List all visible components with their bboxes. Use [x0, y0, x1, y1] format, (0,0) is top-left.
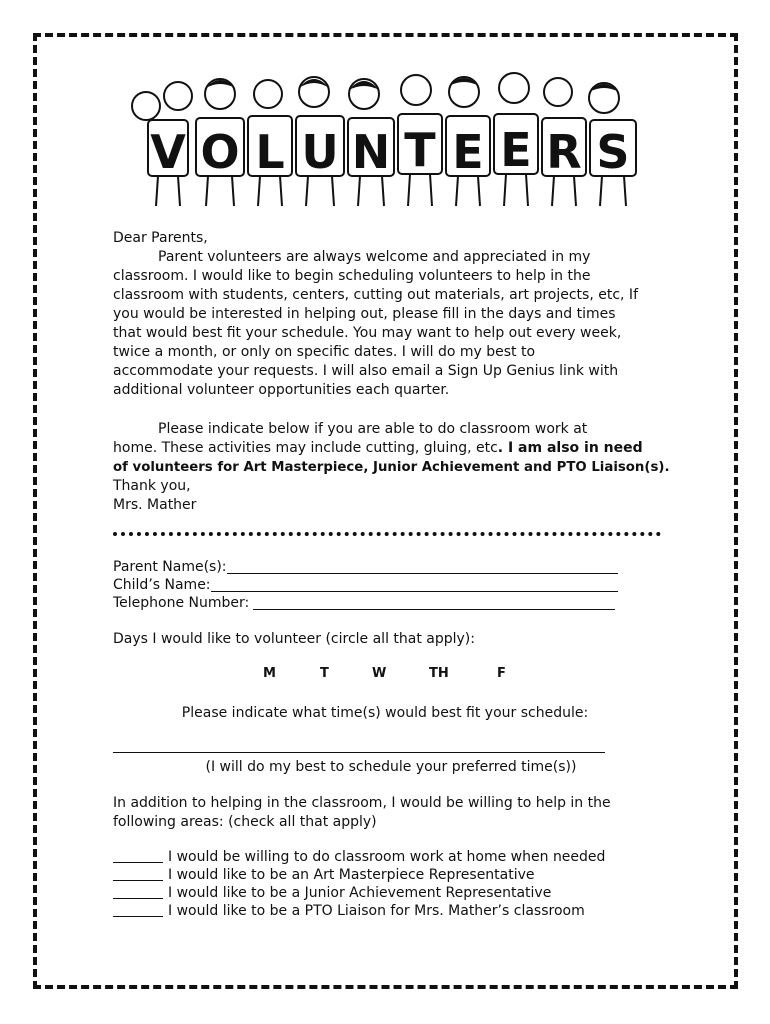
svg-text:E: E	[452, 125, 484, 179]
svg-text:U: U	[301, 125, 339, 179]
time-note: (I will do my best to schedule your preferred time(s))	[205, 759, 577, 775]
option-blank[interactable]	[113, 916, 163, 917]
day-monday[interactable]: M	[263, 666, 276, 681]
parent-name-field	[113, 558, 227, 576]
intro-line: that would best fit your schedule. You may want to help out every week,	[113, 325, 622, 341]
day-tuesday[interactable]: T	[320, 666, 329, 681]
option-pto-liaison: I would like to be a PTO Liaison for Mrs. Mather’s classroom	[168, 903, 585, 919]
intro-line: classroom with students, centers, cutting out materials, art projects, etc, If	[113, 287, 638, 303]
telephone-blank[interactable]	[253, 609, 615, 610]
svg-text:E: E	[500, 123, 532, 177]
child-name-blank[interactable]	[211, 591, 618, 592]
option-blank[interactable]	[113, 862, 163, 863]
home-work-paragraph	[113, 420, 670, 515]
intro-line: you would be interested in helping out, please fill in the days and times	[113, 306, 616, 322]
option-home-work: I would be willing to do classroom work at home when needed	[168, 849, 606, 865]
need-volunteers-line: of volunteers for Art Masterpiece, Junior Achievement and PTO Liaison(s).	[113, 460, 670, 475]
svg-text:R: R	[546, 125, 582, 179]
time-prompt: Please indicate what time(s) would best fit your schedule:	[181, 705, 589, 721]
option-blank[interactable]	[113, 880, 163, 881]
telephone-field	[113, 594, 249, 612]
day-thursday[interactable]: TH	[429, 666, 449, 681]
option-blank[interactable]	[113, 898, 163, 899]
home-work-line: Please indicate below if you are able to do classroom work at	[158, 421, 588, 437]
svg-text:V: V	[150, 125, 186, 179]
days-prompt: Days I would like to volunteer (circle all that apply):	[113, 631, 475, 647]
days-options	[0, 666, 770, 686]
option-art-masterpiece: I would like to be an Art Masterpiece Representative	[168, 867, 535, 883]
time-blank[interactable]	[113, 752, 605, 753]
areas-prompt-line2: following areas: (check all that apply)	[113, 814, 377, 830]
closing: Thank you,	[113, 478, 191, 494]
day-wednesday[interactable]: W	[372, 666, 387, 681]
intro-line: Parent volunteers are always welcome and appreciated in my	[158, 249, 591, 265]
svg-text:L: L	[255, 125, 285, 179]
child-name-label: Child’s Name:	[113, 577, 211, 593]
svg-text:T: T	[404, 123, 436, 177]
intro-line: accommodate your requests. I will also email a Sign Up Genius link with	[113, 363, 619, 379]
day-friday[interactable]: F	[497, 666, 506, 681]
home-work-line	[113, 439, 653, 458]
cartoon-volunteers-icon	[118, 68, 646, 210]
intro-paragraph	[113, 248, 653, 400]
parent-name-label: Parent Name(s):	[113, 559, 227, 575]
greeting: Dear Parents,	[113, 230, 208, 246]
child-name-field	[113, 576, 211, 594]
svg-text:O: O	[200, 125, 240, 179]
option-junior-achievement: I would like to be a Junior Achievement Representative	[168, 885, 552, 901]
telephone-label: Telephone Number:	[113, 595, 250, 611]
intro-line: twice a month, or only on specific dates. I will do my best to	[113, 344, 536, 360]
signature: Mrs. Mather	[113, 497, 197, 513]
dotted-separator	[113, 532, 661, 536]
areas-prompt-line1: In addition to helping in the classroom, I would be willing to help in the	[113, 795, 611, 811]
volunteers-banner	[118, 68, 646, 210]
svg-text:S: S	[596, 125, 630, 179]
home-work-text: home. These activities may include cutting, gluing, etc	[113, 440, 498, 456]
intro-line: classroom. I would like to begin scheduling volunteers to help in the	[113, 268, 591, 284]
svg-text:N: N	[351, 125, 391, 179]
parent-name-blank[interactable]	[227, 573, 618, 574]
need-volunteers-text: . I am also in need	[497, 440, 643, 456]
intro-line: additional volunteer opportunities each quarter.	[113, 382, 450, 398]
